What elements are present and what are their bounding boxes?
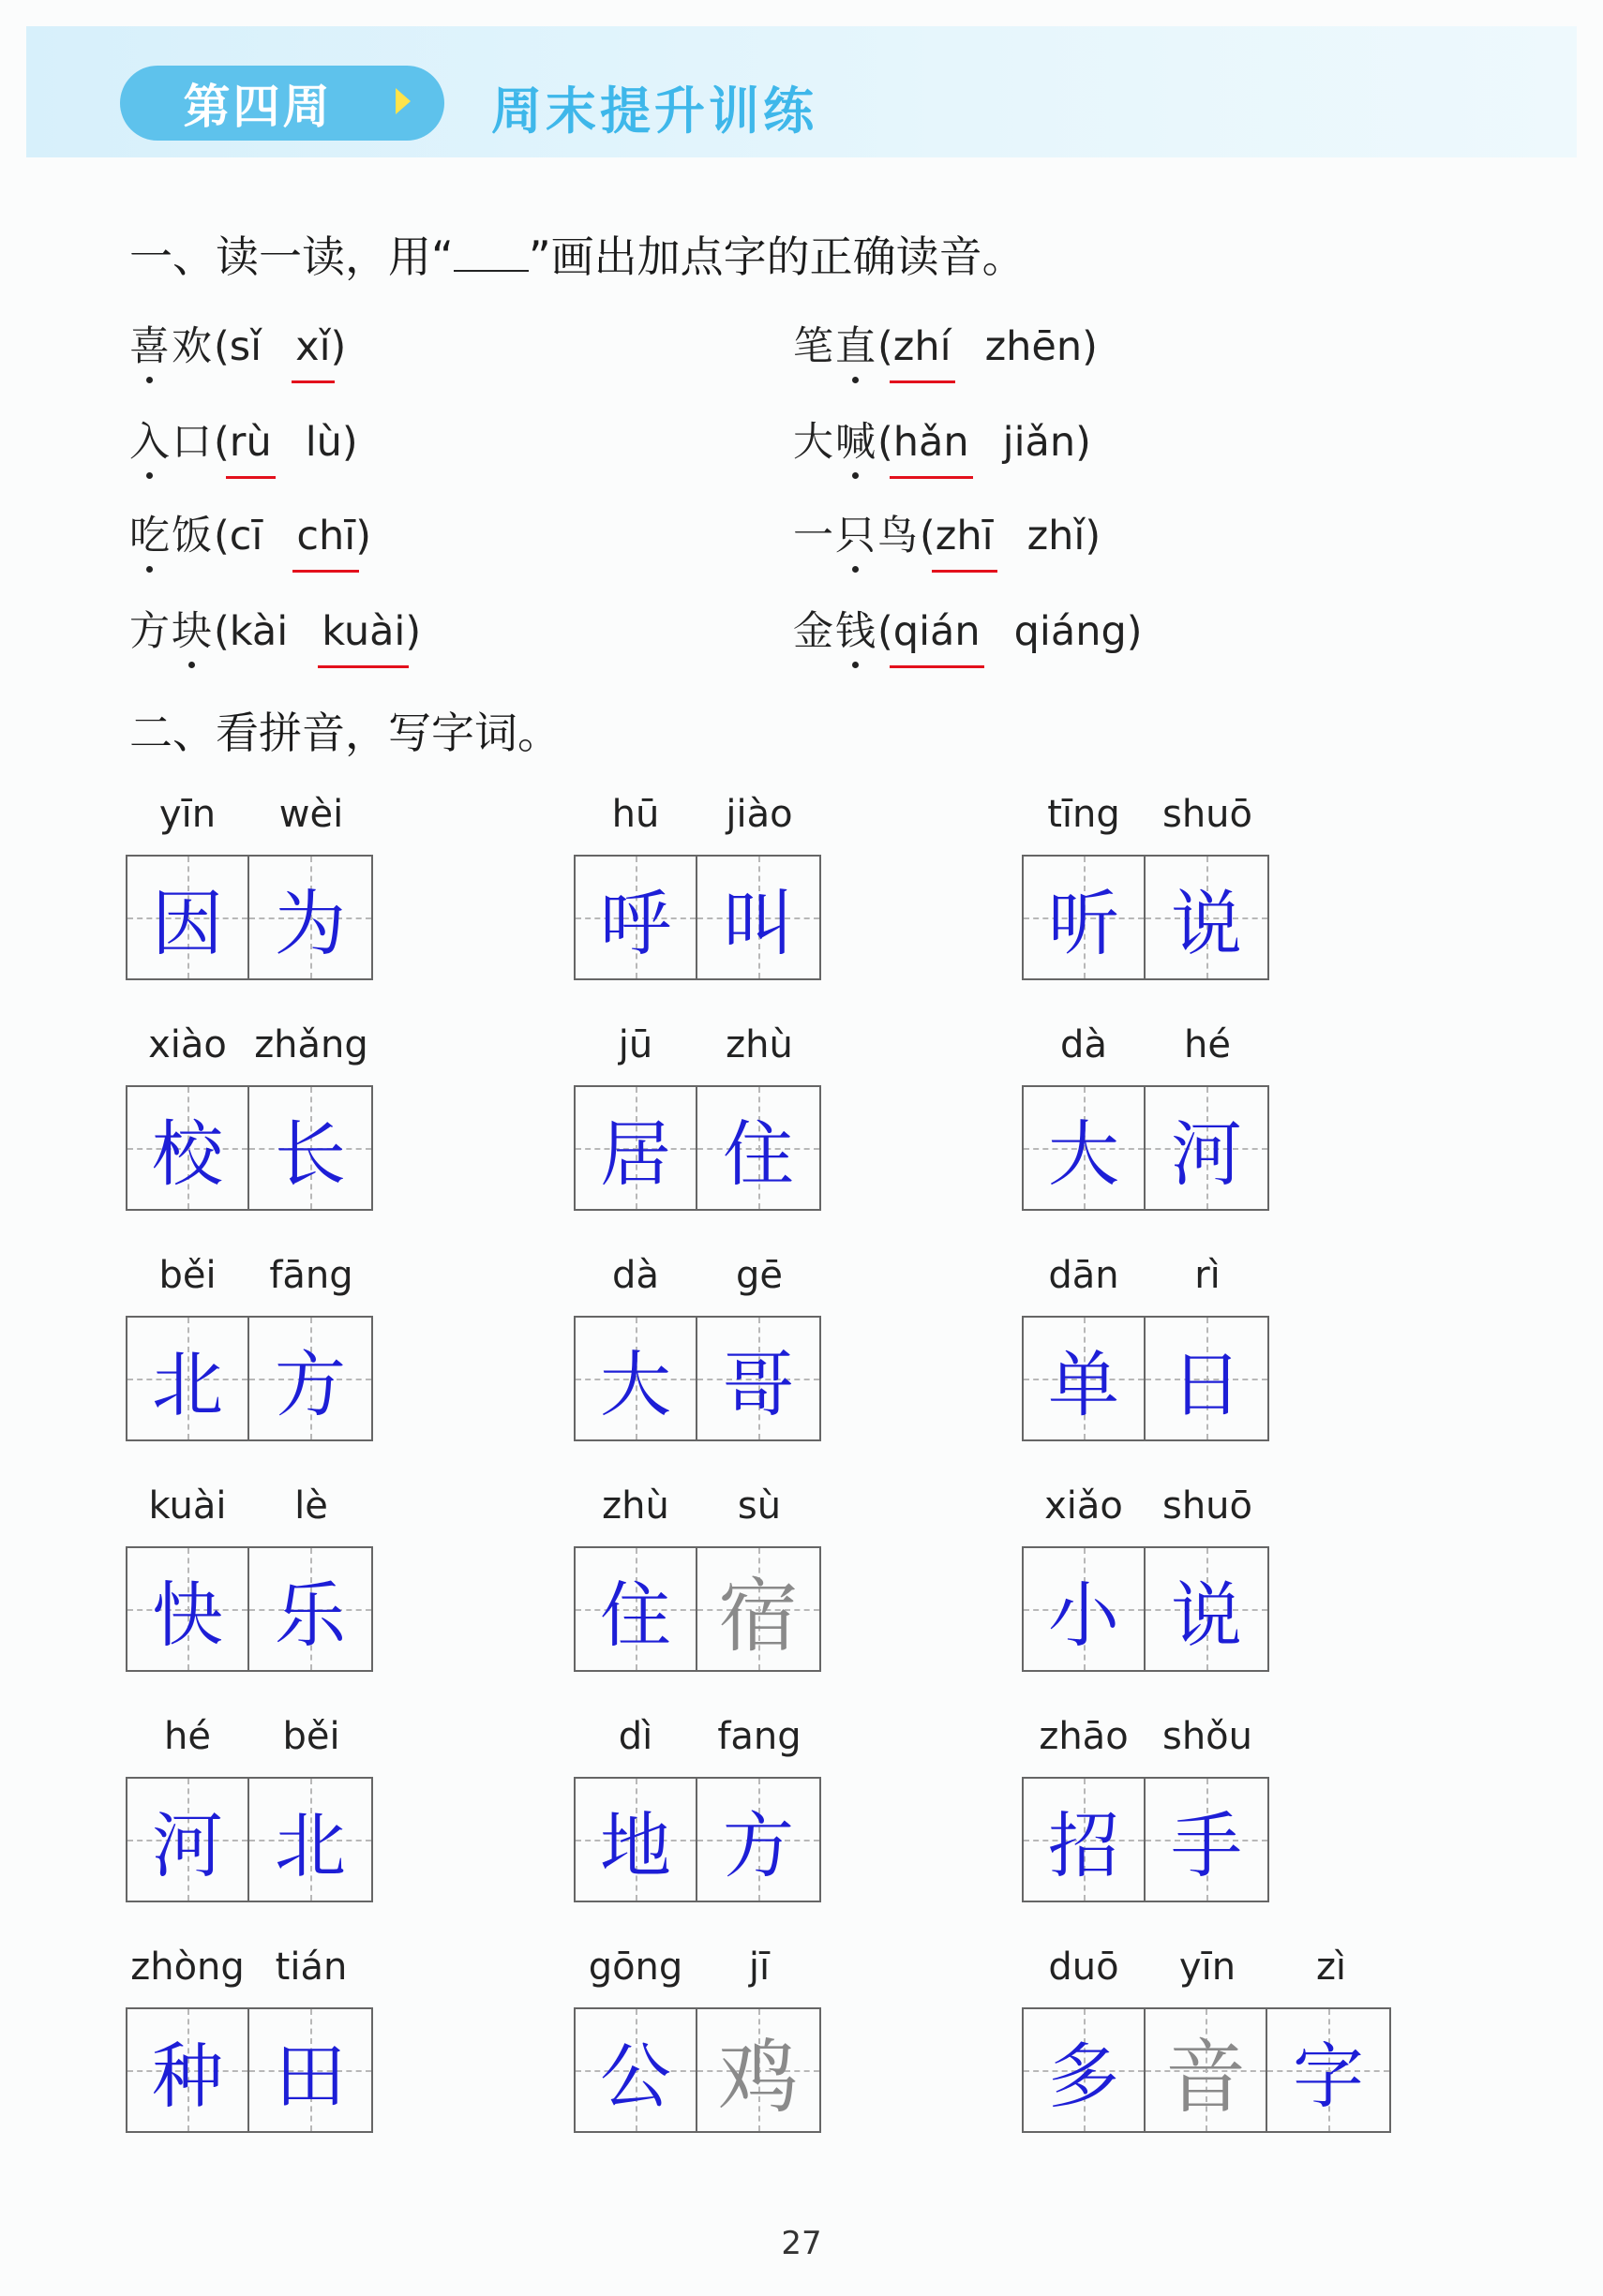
tian-grid-boxes (126, 1777, 373, 1902)
pinyin-label: yīn (158, 793, 217, 836)
tian-grid-boxes (126, 1316, 373, 1441)
handwritten-character: 北 (152, 1342, 223, 1426)
tian-grid-cell (697, 1548, 819, 1670)
week-label: 第四周 (183, 80, 333, 134)
handwritten-character: 方 (275, 1342, 346, 1426)
choice-word: 喜欢 (129, 323, 214, 370)
tian-grid-cell (1146, 1779, 1267, 1901)
choice-word: 入口 (129, 419, 214, 466)
pinyin-label: zhù (726, 1023, 793, 1066)
emphasis-dot (852, 662, 859, 668)
tian-grid-boxes (574, 1546, 821, 1672)
pinyin-option: cī (229, 513, 263, 559)
choice-word: 一只鸟 (793, 513, 920, 559)
handwritten-character: 字 (1293, 2034, 1364, 2118)
pinyin-choice-item: 喜欢 (sǐ xǐ) (129, 315, 346, 372)
handwritten-character: 种 (152, 2034, 223, 2118)
handwritten-character: 河 (152, 1803, 223, 1887)
tian-grid-cell (697, 1318, 819, 1439)
pinyin-label: shǒu (1161, 1715, 1252, 1758)
tian-grid-cell (1146, 1318, 1267, 1439)
handwritten-character: 招 (1048, 1803, 1119, 1887)
pinyin-label: jū (618, 1023, 653, 1066)
emphasis-dot (852, 566, 859, 573)
tian-grid-boxes (126, 1546, 373, 1672)
pinyin-label: tián (275, 1946, 348, 1989)
pinyin-option: qiáng (1013, 608, 1127, 655)
pinyin-label: dān (1048, 1254, 1119, 1297)
handwritten-character: 快 (152, 1573, 223, 1657)
tian-grid-cell (576, 2009, 697, 2131)
pinyin-label: sù (737, 1484, 782, 1528)
tian-grid-cell (1024, 857, 1146, 978)
tian-grid-boxes (126, 2007, 373, 2133)
tian-grid-boxes (126, 1085, 373, 1211)
pinyin-label: lè (294, 1484, 328, 1528)
pinyin-label: jī (748, 1946, 771, 1989)
pinyin-label: běi (158, 1254, 217, 1297)
pinyin-label: duō (1048, 1946, 1119, 1989)
tian-grid-cell (127, 1548, 249, 1670)
handwritten-character: 说 (1171, 881, 1242, 965)
handwritten-character: 住 (600, 1573, 671, 1657)
pinyin-label: fāng (269, 1254, 353, 1297)
tian-grid-cell (697, 2009, 819, 2131)
tian-grid-cell (1146, 2009, 1267, 2131)
choice-word: 笔直 (793, 323, 877, 370)
tian-grid-cell (127, 2009, 249, 2131)
pinyin-option: sǐ (229, 323, 262, 370)
handwritten-character: 河 (1171, 1111, 1242, 1196)
section1-title (129, 223, 1026, 285)
tian-grid-boxes (1022, 2007, 1391, 2133)
handwritten-character: 地 (600, 1803, 671, 1887)
handwritten-character: 乐 (275, 1573, 346, 1657)
emphasis-dot (188, 662, 195, 668)
handwritten-character: 为 (275, 881, 346, 965)
tian-grid-cell (1146, 1087, 1267, 1209)
tian-grid-boxes (574, 1316, 821, 1441)
pinyin-choice-item: 金钱 (qián qiáng) (793, 600, 1143, 657)
pinyin-option-underlined: xǐ (295, 323, 331, 370)
tian-grid-cell (1024, 1779, 1146, 1901)
tian-grid-cell (576, 857, 697, 978)
underline-sample (454, 236, 529, 272)
emphasis-dot (852, 472, 859, 479)
choice-word: 方块 (129, 608, 214, 655)
tian-grid-cell (249, 1318, 371, 1439)
tian-grid-cell (697, 1779, 819, 1901)
pinyin-label: kuài (148, 1484, 227, 1528)
pinyin-choice-item: 入口 (rù lù) (129, 410, 358, 468)
handwritten-character: 叫 (723, 881, 794, 965)
tian-grid-cell (1024, 1548, 1146, 1670)
pinyin-choice-item: 吃饭 (cī chī) (129, 504, 371, 561)
choice-word: 金钱 (793, 608, 877, 655)
tian-grid-boxes (574, 2007, 821, 2133)
handwritten-character: 哥 (723, 1342, 794, 1426)
emphasis-dot (146, 377, 153, 383)
tian-grid-boxes (1022, 1777, 1269, 1902)
tian-grid-cell (249, 1779, 371, 1901)
pinyin-option: jiǎn (1002, 419, 1076, 466)
handwritten-character: 因 (152, 881, 223, 965)
tian-grid-cell (697, 1087, 819, 1209)
tian-grid-cell (1024, 1318, 1146, 1439)
pinyin-label: xiǎo (1044, 1484, 1123, 1528)
tian-grid-boxes (574, 1777, 821, 1902)
tian-grid-cell (249, 1087, 371, 1209)
pinyin-label: zhǎng (254, 1023, 368, 1066)
pinyin-label: shuō (1161, 1484, 1252, 1528)
handwritten-character: 住 (723, 1111, 794, 1196)
handwritten-character: 大 (1048, 1111, 1119, 1196)
pinyin-label: tīng (1047, 793, 1120, 836)
tian-grid-cell (1024, 2009, 1146, 2131)
tian-grid-cell (1146, 1548, 1267, 1670)
tian-grid-cell (576, 1548, 697, 1670)
tian-grid-cell (576, 1779, 697, 1901)
pinyin-option-underlined: chī (296, 513, 356, 559)
emphasis-dot (146, 566, 153, 573)
page-number: 27 (781, 2225, 822, 2262)
pinyin-option-underlined: kuài (322, 608, 406, 655)
tian-grid-boxes (1022, 1316, 1269, 1441)
pinyin-label: rì (1194, 1254, 1221, 1297)
pinyin-label: jiào (726, 793, 793, 836)
pinyin-label: hé (164, 1715, 211, 1758)
tian-grid-boxes (126, 855, 373, 980)
tian-grid-cell (576, 1318, 697, 1439)
handwritten-character: 公 (600, 2034, 671, 2118)
pinyin-label: fang (717, 1715, 802, 1758)
pinyin-label: dì (618, 1715, 653, 1758)
tian-grid-cell (1024, 1087, 1146, 1209)
pinyin-choice-item: 笔直 (zhí zhēn) (793, 315, 1098, 372)
handwritten-character: 日 (1171, 1342, 1242, 1426)
pinyin-option: kài (229, 608, 289, 655)
tian-grid-boxes (1022, 1546, 1269, 1672)
play-arrow-icon (396, 88, 411, 114)
pinyin-label: gōng (588, 1946, 683, 1989)
pinyin-label: dà (612, 1254, 659, 1297)
handwritten-character: 长 (275, 1111, 346, 1196)
handwritten-character: 小 (1048, 1573, 1119, 1657)
tian-grid-cell (1267, 2009, 1389, 2131)
tian-grid-boxes (574, 855, 821, 980)
pinyin-choice-item: 一只鸟 (zhī zhǐ) (793, 504, 1101, 561)
tian-grid-boxes (574, 1085, 821, 1211)
choice-word: 大喊 (793, 419, 877, 466)
tian-grid-cell (576, 1087, 697, 1209)
emphasis-dot (146, 472, 153, 479)
pinyin-option-underlined: zhī (935, 513, 994, 559)
pinyin-label: gē (736, 1254, 783, 1297)
printed-character: 宿 (718, 1570, 799, 1663)
tian-grid-cell (127, 857, 249, 978)
emphasis-dot (852, 377, 859, 383)
pinyin-option: zhǐ (1026, 513, 1086, 559)
handwritten-character: 说 (1171, 1573, 1242, 1657)
pinyin-choice-item: 大喊 (hǎn jiǎn) (793, 410, 1091, 468)
pinyin-label: zhòng (130, 1946, 245, 1989)
tian-grid-cell (127, 1779, 249, 1901)
pinyin-label: dà (1060, 1023, 1107, 1066)
handwritten-character: 田 (275, 2034, 346, 2118)
pinyin-label: zhù (602, 1484, 669, 1528)
pinyin-option-underlined: hǎn (892, 419, 969, 466)
handwritten-character: 听 (1048, 881, 1119, 965)
pinyin-option-underlined: qián (892, 608, 981, 655)
pinyin-label: wèi (278, 793, 344, 836)
pinyin-option-underlined: zhí (892, 323, 951, 370)
tian-grid-cell (127, 1087, 249, 1209)
tian-grid-cell (127, 1318, 249, 1439)
tian-grid-cell (697, 857, 819, 978)
pinyin-label: běi (282, 1715, 340, 1758)
pinyin-option: lù (305, 419, 342, 466)
pinyin-option: zhēn (984, 323, 1083, 370)
tian-grid-cell (249, 857, 371, 978)
handwritten-character: 手 (1171, 1803, 1242, 1887)
week-badge (120, 66, 444, 141)
tian-grid-cell (249, 1548, 371, 1670)
pinyin-label: hū (611, 793, 660, 836)
pinyin-choice-item: 方块 (kài kuài) (129, 600, 421, 657)
handwritten-character: 呼 (600, 881, 671, 965)
pinyin-label: xiào (148, 1023, 227, 1066)
handwritten-character: 大 (600, 1342, 671, 1426)
choice-word: 吃饭 (129, 513, 214, 559)
handwritten-character: 方 (723, 1803, 794, 1887)
handwritten-character: 居 (600, 1111, 671, 1196)
section1-title-part1: 一、读一读，用“ (129, 231, 454, 282)
pinyin-label: hé (1184, 1023, 1231, 1066)
section2-title: 二、看拼音，写字词。 (129, 708, 561, 758)
pinyin-label: zì (1315, 1946, 1347, 1989)
pinyin-label: yīn (1178, 1946, 1236, 1989)
pinyin-option-underlined: rù (229, 419, 272, 466)
handwritten-character: 校 (152, 1111, 223, 1196)
section1-title-part2: ”画出加点字的正确读音。 (528, 231, 1026, 282)
handwritten-character: 北 (275, 1803, 346, 1887)
handwritten-character: 多 (1048, 2034, 1119, 2118)
tian-grid-cell (249, 2009, 371, 2131)
handwritten-character: 单 (1048, 1342, 1119, 1426)
tian-grid-boxes (1022, 855, 1269, 980)
pinyin-label: shuō (1161, 793, 1252, 836)
page-title: 周末提升训练 (491, 82, 817, 141)
printed-character: 音 (1165, 2031, 1246, 2125)
tian-grid-boxes (1022, 1085, 1269, 1211)
printed-character: 鸡 (718, 2031, 799, 2125)
tian-grid-cell (1146, 857, 1267, 978)
pinyin-label: zhāo (1039, 1715, 1129, 1758)
